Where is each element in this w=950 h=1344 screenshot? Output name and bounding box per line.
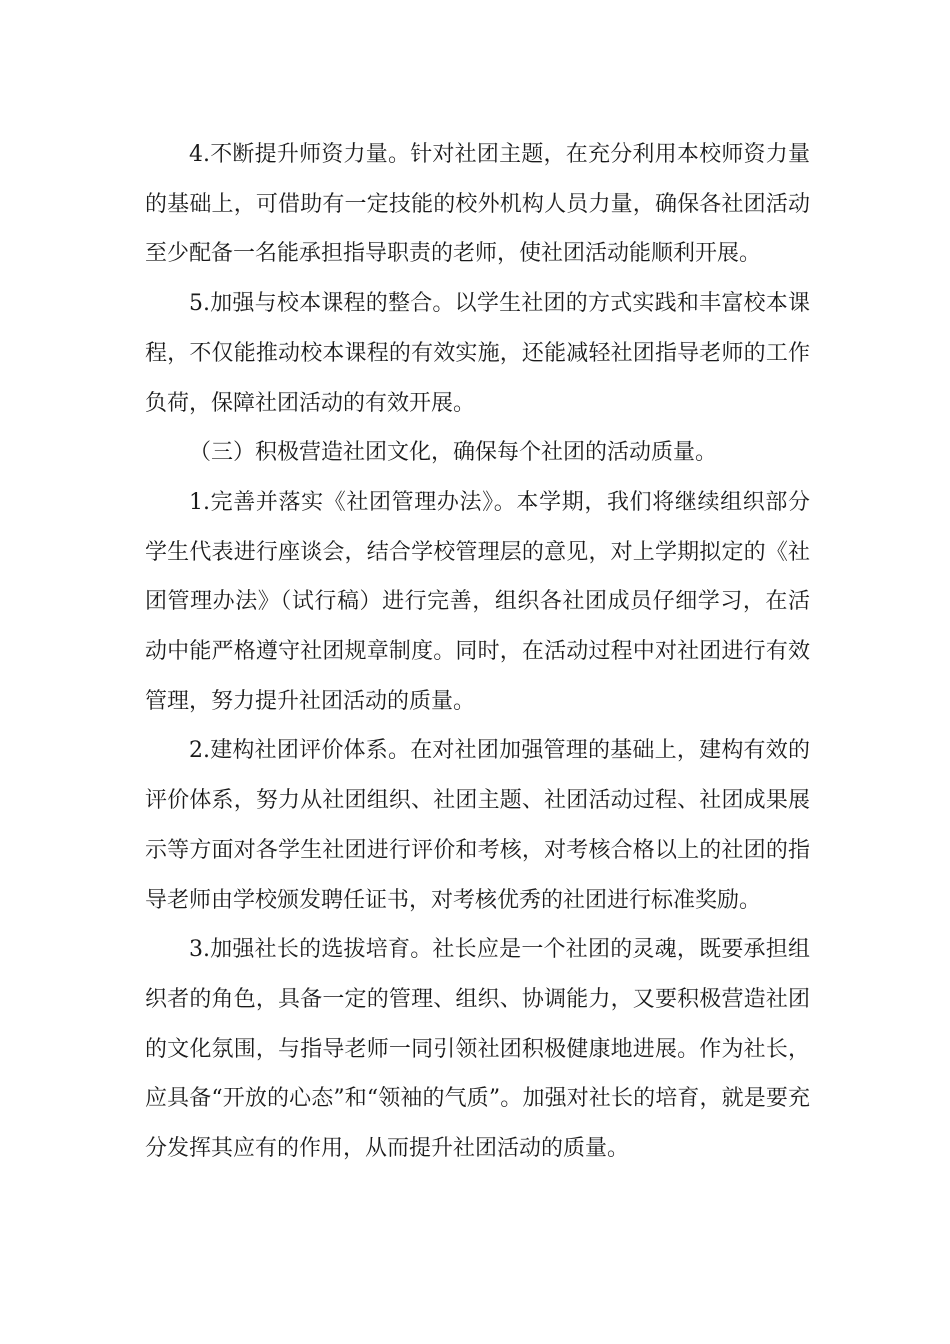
paragraph-evaluation-system: 2.建构社团评价体系。在对社团加强管理的基础上，建构有效的评价体系，努力从社团组织、社团主题、社团活动过程、社团成果展示等方面对各学生社团进行评价和考核，对考核合格以上的社团的指导老师由学校颁发聘任证书，对考核优秀的社团进行标准奖励。	[145, 738, 810, 913]
paragraph-management-rules: 1.完善并落实《社团管理办法》。本学期，我们将继续组织部分学生代表进行座谈会，结合学校管理层的意见，对上学期拟定的《社团管理办法》（试行稿）进行完善，组织各社团成员仔细学习，在活动中能严格遵守社团规章制度。同时，在活动过程中对社团进行有效管理，努力提升社团活动的质量。	[145, 489, 810, 714]
document-body	[145, 130, 810, 1174]
paragraph-teacher-strength: 4.不断提升师资力量。针对社团主题，在充分利用本校师资力量的基础上，可借助有一定技能的校外机构人员力量，确保各社团活动至少配备一名能承担指导职责的老师，使社团活动能顺利开展。	[145, 142, 810, 267]
paragraph-curriculum-integration: 5.加强与校本课程的整合。以学生社团的方式实践和丰富校本课程，不仅能推动校本课程的有效实施，还能减轻社团指导老师的工作负荷，保障社团活动的有效开展。	[145, 291, 810, 416]
paragraph-club-leader-training: 3.加强社长的选拔培育。社长应是一个社团的灵魂，既要承担组织者的角色，具备一定的管理、组织、协调能力，又要积极营造社团的文化氛围，与指导老师一同引领社团积极健康地进展。作为社长，应具备“开放的心态”和“领袖的气质”。加强对社长的培育，就是要充分发挥其应有的作用，从而提升社团活动的质量。	[145, 937, 810, 1162]
section-heading-club-culture: （三）积极营造社团文化，确保每个社团的活动质量。	[189, 440, 718, 466]
